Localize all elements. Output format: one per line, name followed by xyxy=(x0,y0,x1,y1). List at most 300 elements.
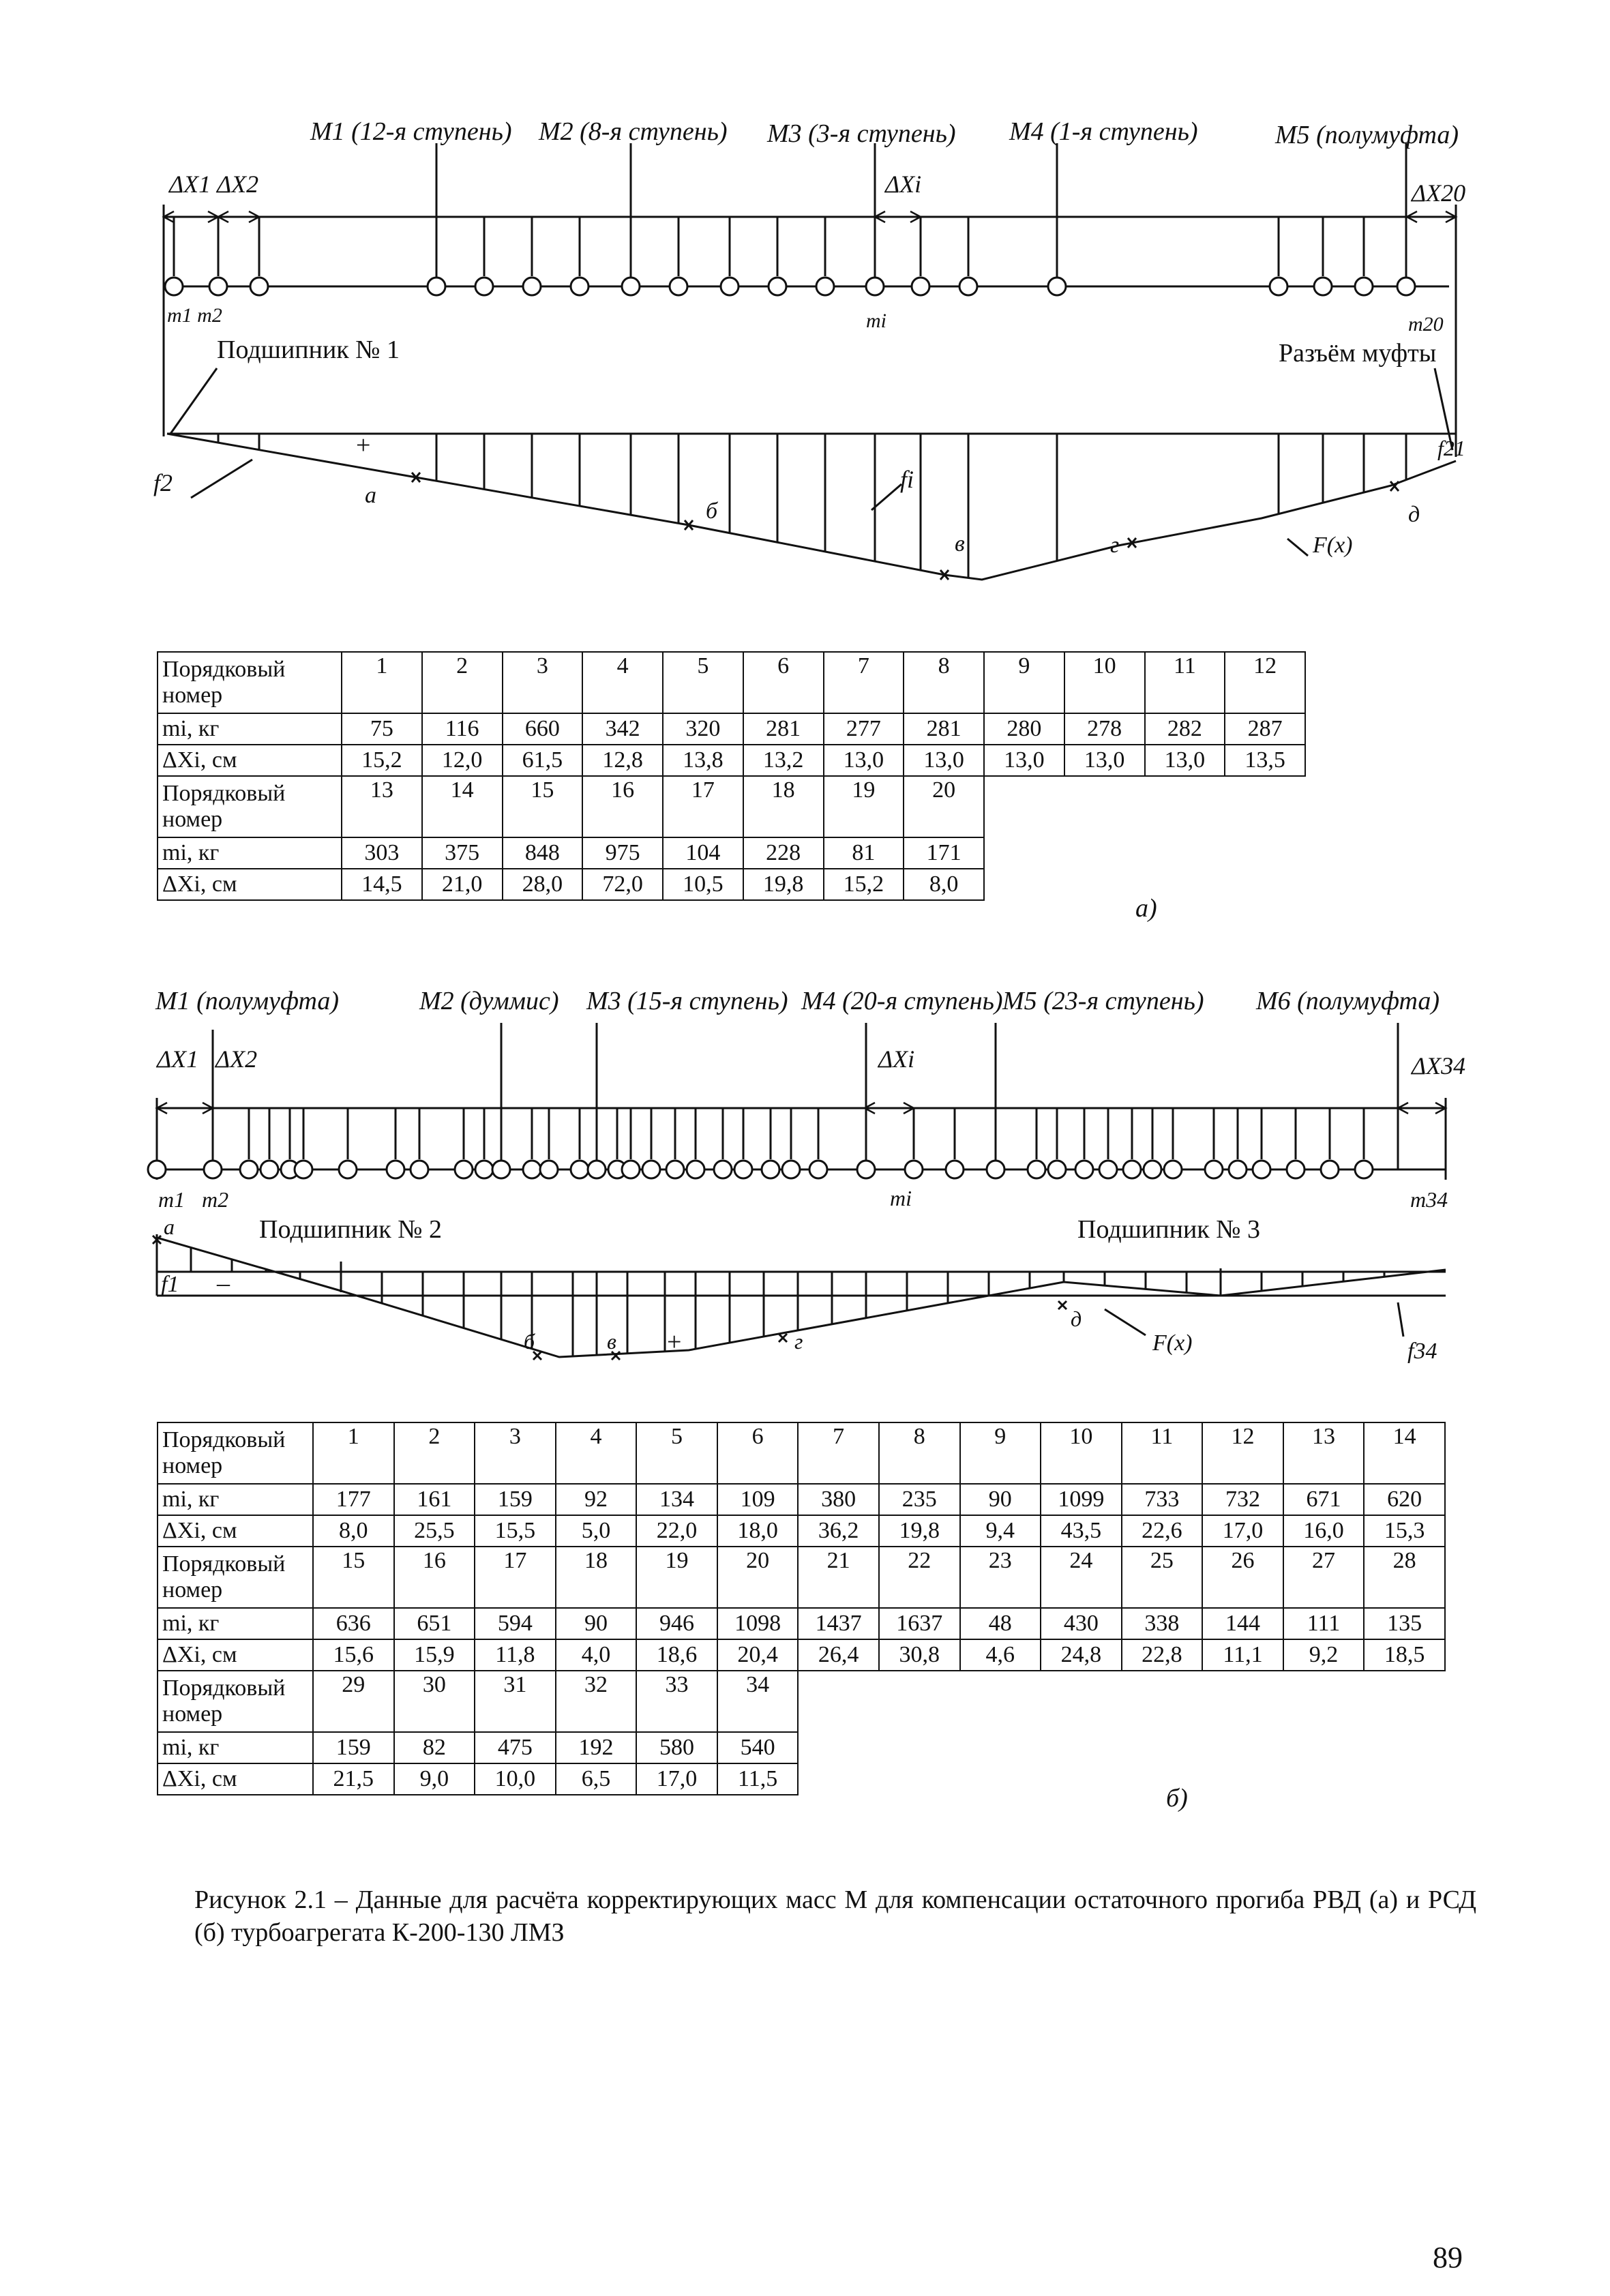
table-b-blank-cell xyxy=(1283,1732,1365,1763)
table-a-blank-cell xyxy=(984,869,1064,900)
table-a-cell: 13,0 xyxy=(984,745,1064,776)
table-b-cell: 144 xyxy=(1202,1608,1283,1639)
table-a-blank-cell xyxy=(1145,776,1225,837)
a-mass-circle xyxy=(1355,278,1373,295)
b-dx-34: ΔX34 xyxy=(1412,1052,1466,1079)
b-m-34: m34 xyxy=(1410,1187,1448,1212)
a-mass-circle xyxy=(670,278,687,295)
table-b-blank-cell xyxy=(879,1763,960,1795)
b-mass-circle xyxy=(1253,1161,1270,1178)
b-m-1: m1 xyxy=(158,1187,185,1212)
table-b-cell: 620 xyxy=(1364,1484,1445,1515)
table-a-cell: 13 xyxy=(342,776,422,837)
table-b-cell: 380 xyxy=(798,1484,879,1515)
table-b-row xyxy=(158,1484,1445,1515)
table-a-cell: 303 xyxy=(342,837,422,869)
table-b-cell: 22 xyxy=(879,1547,960,1608)
b-f1: f1 xyxy=(161,1272,179,1297)
table-b-cell: 26,4 xyxy=(798,1639,879,1671)
a-mass-circle xyxy=(1270,278,1287,295)
table-a-cell: 72,0 xyxy=(582,869,663,900)
table-a-blank-cell xyxy=(984,776,1064,837)
table-a xyxy=(157,651,1306,901)
table-a-cell: 14 xyxy=(422,776,503,837)
table-a-cell: 660 xyxy=(503,713,583,745)
a-mass-label-1: M1 (12-я ступень) xyxy=(310,117,512,146)
b-m-i: mi xyxy=(890,1186,912,1210)
table-a-cell: 1 xyxy=(342,652,422,713)
a-mass-label-3: M3 (3-я ступень) xyxy=(767,119,956,148)
b-mass-circle xyxy=(1075,1161,1093,1178)
table-a-cell: 81 xyxy=(824,837,904,869)
table-a-cell: 16 xyxy=(582,776,663,837)
table-a-cell: 12 xyxy=(1225,652,1305,713)
table-b-cell: 48 xyxy=(960,1608,1041,1639)
table-b-cell: 17,0 xyxy=(1202,1515,1283,1547)
b-mass-circle xyxy=(714,1161,732,1178)
table-b-cell: 34 xyxy=(717,1671,799,1732)
table-b-cell: 1098 xyxy=(717,1608,799,1639)
table-b-cell: 2 xyxy=(394,1422,475,1484)
b-mass-label-4: M4 (20-я ступень) xyxy=(801,987,1003,1015)
table-a-cell: 12,0 xyxy=(422,745,503,776)
a-point-g: г xyxy=(1110,533,1120,558)
table-a-cell: 5 xyxy=(663,652,743,713)
table-b-cell: 11 xyxy=(1122,1422,1203,1484)
table-b-blank-cell xyxy=(1122,1732,1203,1763)
table-b-row-header: Порядковый номер xyxy=(158,1671,313,1732)
a-mass-circle xyxy=(912,278,929,295)
table-a-cell: 8,0 xyxy=(904,869,984,900)
b-mass-circle xyxy=(666,1161,684,1178)
a-mass-circle xyxy=(475,278,493,295)
table-a-cell: 104 xyxy=(663,837,743,869)
b-bearing-2: Подшипник № 2 xyxy=(259,1215,443,1244)
table-a-cell: 278 xyxy=(1064,713,1145,745)
b-mass-circle xyxy=(571,1161,588,1178)
table-b-cell: 20,4 xyxy=(717,1639,799,1671)
table-a-cell: 287 xyxy=(1225,713,1305,745)
a-coupling-label: Разъём муфты xyxy=(1279,339,1437,368)
table-b-blank-cell xyxy=(798,1763,879,1795)
table-a-cell: 10 xyxy=(1064,652,1145,713)
table-a-cell: 15 xyxy=(503,776,583,837)
table-a-cell: 19 xyxy=(824,776,904,837)
table-b-cell: 159 xyxy=(313,1732,394,1763)
table-b-cell: 8 xyxy=(879,1422,960,1484)
b-mass-circle xyxy=(295,1161,312,1178)
table-a-cell: 848 xyxy=(503,837,583,869)
table-b-row xyxy=(158,1732,1445,1763)
table-a-cell: 13,2 xyxy=(743,745,824,776)
table-b-cell: 177 xyxy=(313,1484,394,1515)
a-m-12: m1 m2 xyxy=(167,304,222,327)
table-b-cell: 21,5 xyxy=(313,1763,394,1795)
table-b-cell: 31 xyxy=(475,1671,556,1732)
a-f21: f21 xyxy=(1437,436,1465,460)
table-b-cell: 11,8 xyxy=(475,1639,556,1671)
b-mass-circle xyxy=(809,1161,827,1178)
table-b-cell: 732 xyxy=(1202,1484,1283,1515)
table-b-cell: 651 xyxy=(394,1608,475,1639)
table-b-cell: 15,3 xyxy=(1364,1515,1445,1547)
table-a-cell: 116 xyxy=(422,713,503,745)
a-dx-20: ΔX20 xyxy=(1412,179,1466,207)
table-b-cell: 15,6 xyxy=(313,1639,394,1671)
table-a-cell: 14,5 xyxy=(342,869,422,900)
table-b-cell: 17,0 xyxy=(636,1763,717,1795)
table-b-cell: 671 xyxy=(1283,1484,1365,1515)
table-b-blank-cell xyxy=(1364,1732,1445,1763)
table-a-blank-cell xyxy=(1064,869,1145,900)
table-b-cell: 14 xyxy=(1364,1422,1445,1484)
a-point-d: д xyxy=(1408,502,1420,527)
table-b-cell: 733 xyxy=(1122,1484,1203,1515)
table-a-cell: 20 xyxy=(904,776,984,837)
table-a-cell: 28,0 xyxy=(503,869,583,900)
table-b-cell: 3 xyxy=(475,1422,556,1484)
table-b-cell: 82 xyxy=(394,1732,475,1763)
b-mass-circle xyxy=(204,1161,222,1178)
a-mass-label-5: M5 (полумуфта) xyxy=(1275,121,1459,149)
table-a-blank-cell xyxy=(1225,837,1305,869)
b-mass-circle xyxy=(387,1161,404,1178)
table-a-row xyxy=(158,652,1305,713)
table-a-cell: 13,0 xyxy=(904,745,984,776)
table-a-row-header: mi, кг xyxy=(158,713,342,745)
table-b-cell: 30 xyxy=(394,1671,475,1732)
table-b-row xyxy=(158,1671,1445,1732)
table-b-cell: 4,6 xyxy=(960,1639,1041,1671)
table-b-row-header: ΔXi, см xyxy=(158,1639,313,1671)
b-plus: + xyxy=(667,1328,682,1356)
table-b-cell: 22,6 xyxy=(1122,1515,1203,1547)
table-b-cell: 17 xyxy=(475,1547,556,1608)
table-b-row xyxy=(158,1422,1445,1484)
a-mass-circle xyxy=(571,278,588,295)
table-b-cell: 32 xyxy=(556,1671,637,1732)
a-mass-circle xyxy=(721,278,739,295)
a-point-a: а xyxy=(365,483,376,508)
a-mass-circle xyxy=(523,278,541,295)
table-a-cell: 11 xyxy=(1145,652,1225,713)
b-Fx: F(x) xyxy=(1152,1330,1193,1356)
table-a-cell: 280 xyxy=(984,713,1064,745)
b-mass-circle xyxy=(588,1161,606,1178)
table-a-cell: 975 xyxy=(582,837,663,869)
a-fi: fi xyxy=(900,466,914,493)
table-a-cell: 18 xyxy=(743,776,824,837)
table-b-cell: 594 xyxy=(475,1608,556,1639)
table-b-cell: 18,0 xyxy=(717,1515,799,1547)
table-b-cell: 1 xyxy=(313,1422,394,1484)
b-mass-circle xyxy=(622,1161,640,1178)
a-mass-circle xyxy=(769,278,786,295)
table-b-row xyxy=(158,1515,1445,1547)
table-a-row-header: ΔXi, см xyxy=(158,745,342,776)
table-a-row xyxy=(158,776,1305,837)
table-b-blank-cell xyxy=(1122,1671,1203,1732)
table-b-blank-cell xyxy=(960,1671,1041,1732)
table-b-blank-cell xyxy=(960,1732,1041,1763)
table-a-cell: 281 xyxy=(743,713,824,745)
table-b-cell: 19 xyxy=(636,1547,717,1608)
table-b-cell: 10 xyxy=(1041,1422,1122,1484)
diagram-a-svg xyxy=(0,0,1610,614)
table-b-cell: 16 xyxy=(394,1547,475,1608)
table-b-cell: 21 xyxy=(798,1547,879,1608)
table-a-cell: 17 xyxy=(663,776,743,837)
a-point-b: б xyxy=(706,498,718,524)
table-b-cell: 109 xyxy=(717,1484,799,1515)
table-a-blank-cell xyxy=(984,837,1064,869)
table-b-cell: 5 xyxy=(636,1422,717,1484)
table-a-cell: 61,5 xyxy=(503,745,583,776)
table-b-row-header: ΔXi, см xyxy=(158,1515,313,1547)
table-a-cell: 7 xyxy=(824,652,904,713)
table-b-cell: 6 xyxy=(717,1422,799,1484)
table-b-cell: 18,5 xyxy=(1364,1639,1445,1671)
table-a-cell: 9 xyxy=(984,652,1064,713)
b-mass-circle xyxy=(1028,1161,1045,1178)
b-minus: – xyxy=(217,1269,230,1298)
b-mass-circle xyxy=(1164,1161,1182,1178)
b-point-b: б xyxy=(524,1329,535,1354)
table-b-cell: 18 xyxy=(556,1547,637,1608)
table-b-cell: 235 xyxy=(879,1484,960,1515)
table-a-cell: 15,2 xyxy=(824,869,904,900)
table-b-cell: 90 xyxy=(960,1484,1041,1515)
table-b-cell: 11,1 xyxy=(1202,1639,1283,1671)
a-mass-circle xyxy=(622,278,640,295)
a-mass-circle xyxy=(250,278,268,295)
table-b-cell: 30,8 xyxy=(879,1639,960,1671)
table-b-cell: 540 xyxy=(717,1732,799,1763)
table-b-cell: 29 xyxy=(313,1671,394,1732)
table-b-cell: 13 xyxy=(1283,1422,1365,1484)
b-mass-circle xyxy=(455,1161,473,1178)
table-b-cell: 25 xyxy=(1122,1547,1203,1608)
table-a-cell: 4 xyxy=(582,652,663,713)
b-point-g: г xyxy=(794,1329,803,1354)
b-mass-label-6: M6 (полумуфта) xyxy=(1256,987,1440,1015)
table-b-cell: 20 xyxy=(717,1547,799,1608)
table-b-cell: 22,8 xyxy=(1122,1639,1203,1671)
table-b-cell: 946 xyxy=(636,1608,717,1639)
table-b-row-header: ΔXi, см xyxy=(158,1763,313,1795)
a-dx-i: ΔXi xyxy=(885,170,922,198)
figure-caption: Рисунок 2.1 – Данные для расчёта корректирующих масс M для компенсации остаточного прогиба РВД (а) и РСД (б) турбоагрегата К-200-130 ЛМЗ xyxy=(194,1885,1476,1947)
table-b-cell: 10,0 xyxy=(475,1763,556,1795)
b-mass-circle xyxy=(987,1161,1004,1178)
table-a-cell: 13,8 xyxy=(663,745,743,776)
a-mass-label-4: M4 (1-я ступень) xyxy=(1009,117,1198,146)
table-b-blank-cell xyxy=(1283,1671,1365,1732)
table-a-cell: 6 xyxy=(743,652,824,713)
table-a-row xyxy=(158,837,1305,869)
table-a-row xyxy=(158,869,1305,900)
table-a-cell: 320 xyxy=(663,713,743,745)
table-b-cell: 36,2 xyxy=(798,1515,879,1547)
b-mass-circle xyxy=(1355,1161,1373,1178)
table-a-cell: 12,8 xyxy=(582,745,663,776)
table-b-cell: 15 xyxy=(313,1547,394,1608)
b-mass-label-3: M3 (15-я ступень) xyxy=(586,987,788,1015)
b-mass-circle xyxy=(260,1161,278,1178)
table-b-blank-cell xyxy=(879,1671,960,1732)
b-mass-circle xyxy=(1287,1161,1305,1178)
table-a-blank-cell xyxy=(1225,776,1305,837)
b-dx-i: ΔXi xyxy=(878,1045,915,1073)
table-b-sublabel: б) xyxy=(1166,1784,1188,1813)
table-b-row-header: mi, кг xyxy=(158,1484,313,1515)
table-a-row-header: mi, кг xyxy=(158,837,342,869)
b-mass-circle xyxy=(523,1161,541,1178)
a-bearing-label: Подшипник № 1 xyxy=(217,336,400,364)
a-dx-2: ΔX2 xyxy=(217,170,259,198)
table-b-row xyxy=(158,1639,1445,1671)
table-b-cell: 28 xyxy=(1364,1547,1445,1608)
b-mass-circle xyxy=(411,1161,428,1178)
table-b-row-header: mi, кг xyxy=(158,1732,313,1763)
table-b-cell: 636 xyxy=(313,1608,394,1639)
table-b-cell: 92 xyxy=(556,1484,637,1515)
table-b-cell: 159 xyxy=(475,1484,556,1515)
table-b-blank-cell xyxy=(1202,1671,1283,1732)
table-b-cell: 16,0 xyxy=(1283,1515,1365,1547)
b-mass-circle xyxy=(782,1161,800,1178)
b-mass-circle xyxy=(475,1161,493,1178)
b-mass-circle xyxy=(687,1161,704,1178)
table-a-cell: 2 xyxy=(422,652,503,713)
a-mass-circle xyxy=(209,278,227,295)
table-b-cell: 24,8 xyxy=(1041,1639,1122,1671)
table-b-cell: 18,6 xyxy=(636,1639,717,1671)
table-a-row-header: Порядковый номер xyxy=(158,776,342,837)
table-b-cell: 22,0 xyxy=(636,1515,717,1547)
table-a-cell: 75 xyxy=(342,713,422,745)
table-b-cell: 161 xyxy=(394,1484,475,1515)
table-b-cell: 23 xyxy=(960,1547,1041,1608)
b-mass-circle xyxy=(1144,1161,1161,1178)
b-mass-circle xyxy=(148,1161,166,1178)
table-b-blank-cell xyxy=(1041,1671,1122,1732)
table-b-blank-cell xyxy=(1041,1763,1122,1795)
table-b-row xyxy=(158,1547,1445,1608)
b-mass-label-2: M2 (думмис) xyxy=(419,987,559,1015)
table-b-blank-cell xyxy=(1202,1732,1283,1763)
b-mass-circle xyxy=(857,1161,875,1178)
table-a-row-header: Порядковый номер xyxy=(158,652,342,713)
b-f34: f34 xyxy=(1407,1339,1437,1364)
table-a-row-header: ΔXi, см xyxy=(158,869,342,900)
table-a-cell: 19,8 xyxy=(743,869,824,900)
table-b-cell: 4,0 xyxy=(556,1639,637,1671)
table-a-row xyxy=(158,745,1305,776)
b-mass-circle xyxy=(1229,1161,1247,1178)
table-b-blank-cell xyxy=(879,1732,960,1763)
b-mass-label-5: M5 (23-я ступень) xyxy=(1002,987,1204,1015)
table-a-cell: 375 xyxy=(422,837,503,869)
table-b-row-header: Порядковый номер xyxy=(158,1422,313,1484)
table-a-cell: 277 xyxy=(824,713,904,745)
a-dx-1: ΔX1 xyxy=(169,170,211,198)
a-f2: f2 xyxy=(153,469,173,496)
table-b-cell: 9,0 xyxy=(394,1763,475,1795)
table-b-cell: 12 xyxy=(1202,1422,1283,1484)
b-mass-circle xyxy=(762,1161,779,1178)
table-b-cell: 430 xyxy=(1041,1608,1122,1639)
b-point-v: в xyxy=(607,1329,616,1354)
b-mass-circle xyxy=(1205,1161,1223,1178)
diagram-a xyxy=(0,0,1610,614)
diagram-b xyxy=(0,955,1610,1391)
table-b-cell: 7 xyxy=(798,1422,879,1484)
table-a-blank-cell xyxy=(1145,837,1225,869)
a-m-20: m20 xyxy=(1408,313,1444,336)
table-b-cell: 90 xyxy=(556,1608,637,1639)
a-mass-circle xyxy=(866,278,884,295)
table-b-cell: 27 xyxy=(1283,1547,1365,1608)
table-a-blank-cell xyxy=(1225,869,1305,900)
b-point-a: а xyxy=(164,1214,175,1239)
table-a-cell: 10,5 xyxy=(663,869,743,900)
a-mass-circle xyxy=(959,278,977,295)
table-b-cell: 1437 xyxy=(798,1608,879,1639)
b-bearing-3: Подшипник № 3 xyxy=(1077,1215,1261,1244)
b-mass-circle xyxy=(1048,1161,1066,1178)
table-b-cell: 43,5 xyxy=(1041,1515,1122,1547)
b-mass-circle xyxy=(492,1161,510,1178)
b-mass-circle xyxy=(339,1161,357,1178)
table-a-cell: 171 xyxy=(904,837,984,869)
table-b-row xyxy=(158,1608,1445,1639)
table-a-sublabel: а) xyxy=(1135,894,1157,923)
table-b-cell: 9,2 xyxy=(1283,1639,1365,1671)
table-a-cell: 282 xyxy=(1145,713,1225,745)
table-b-cell: 24 xyxy=(1041,1547,1122,1608)
table-b-blank-cell xyxy=(1041,1732,1122,1763)
b-mass-circle xyxy=(1123,1161,1141,1178)
table-b-cell: 134 xyxy=(636,1484,717,1515)
table-b-blank-cell xyxy=(960,1763,1041,1795)
a-mass-circle xyxy=(1048,278,1066,295)
b-mass-label-1: M1 (полумуфта) xyxy=(155,987,340,1015)
b-mass-circle xyxy=(1099,1161,1117,1178)
table-b xyxy=(157,1422,1446,1795)
b-mass-circle xyxy=(734,1161,752,1178)
table-a-cell: 13,0 xyxy=(824,745,904,776)
table-a-cell: 15,2 xyxy=(342,745,422,776)
a-mass-circle xyxy=(816,278,834,295)
table-b-cell: 11,5 xyxy=(717,1763,799,1795)
table-b-cell: 8,0 xyxy=(313,1515,394,1547)
table-b-cell: 338 xyxy=(1122,1608,1203,1639)
b-mass-circle xyxy=(642,1161,660,1178)
b-point-d: д xyxy=(1071,1307,1082,1331)
b-mass-circle xyxy=(1321,1161,1339,1178)
table-a-cell: 13,5 xyxy=(1225,745,1305,776)
a-mass-circle xyxy=(428,278,445,295)
table-a-cell: 21,0 xyxy=(422,869,503,900)
b-mass-circle xyxy=(540,1161,558,1178)
table-b-cell: 5,0 xyxy=(556,1515,637,1547)
b-mass-circle xyxy=(905,1161,923,1178)
table-b-cell: 111 xyxy=(1283,1608,1365,1639)
table-b-cell: 26 xyxy=(1202,1547,1283,1608)
a-mass-circle xyxy=(1397,278,1415,295)
table-b-cell: 4 xyxy=(556,1422,637,1484)
